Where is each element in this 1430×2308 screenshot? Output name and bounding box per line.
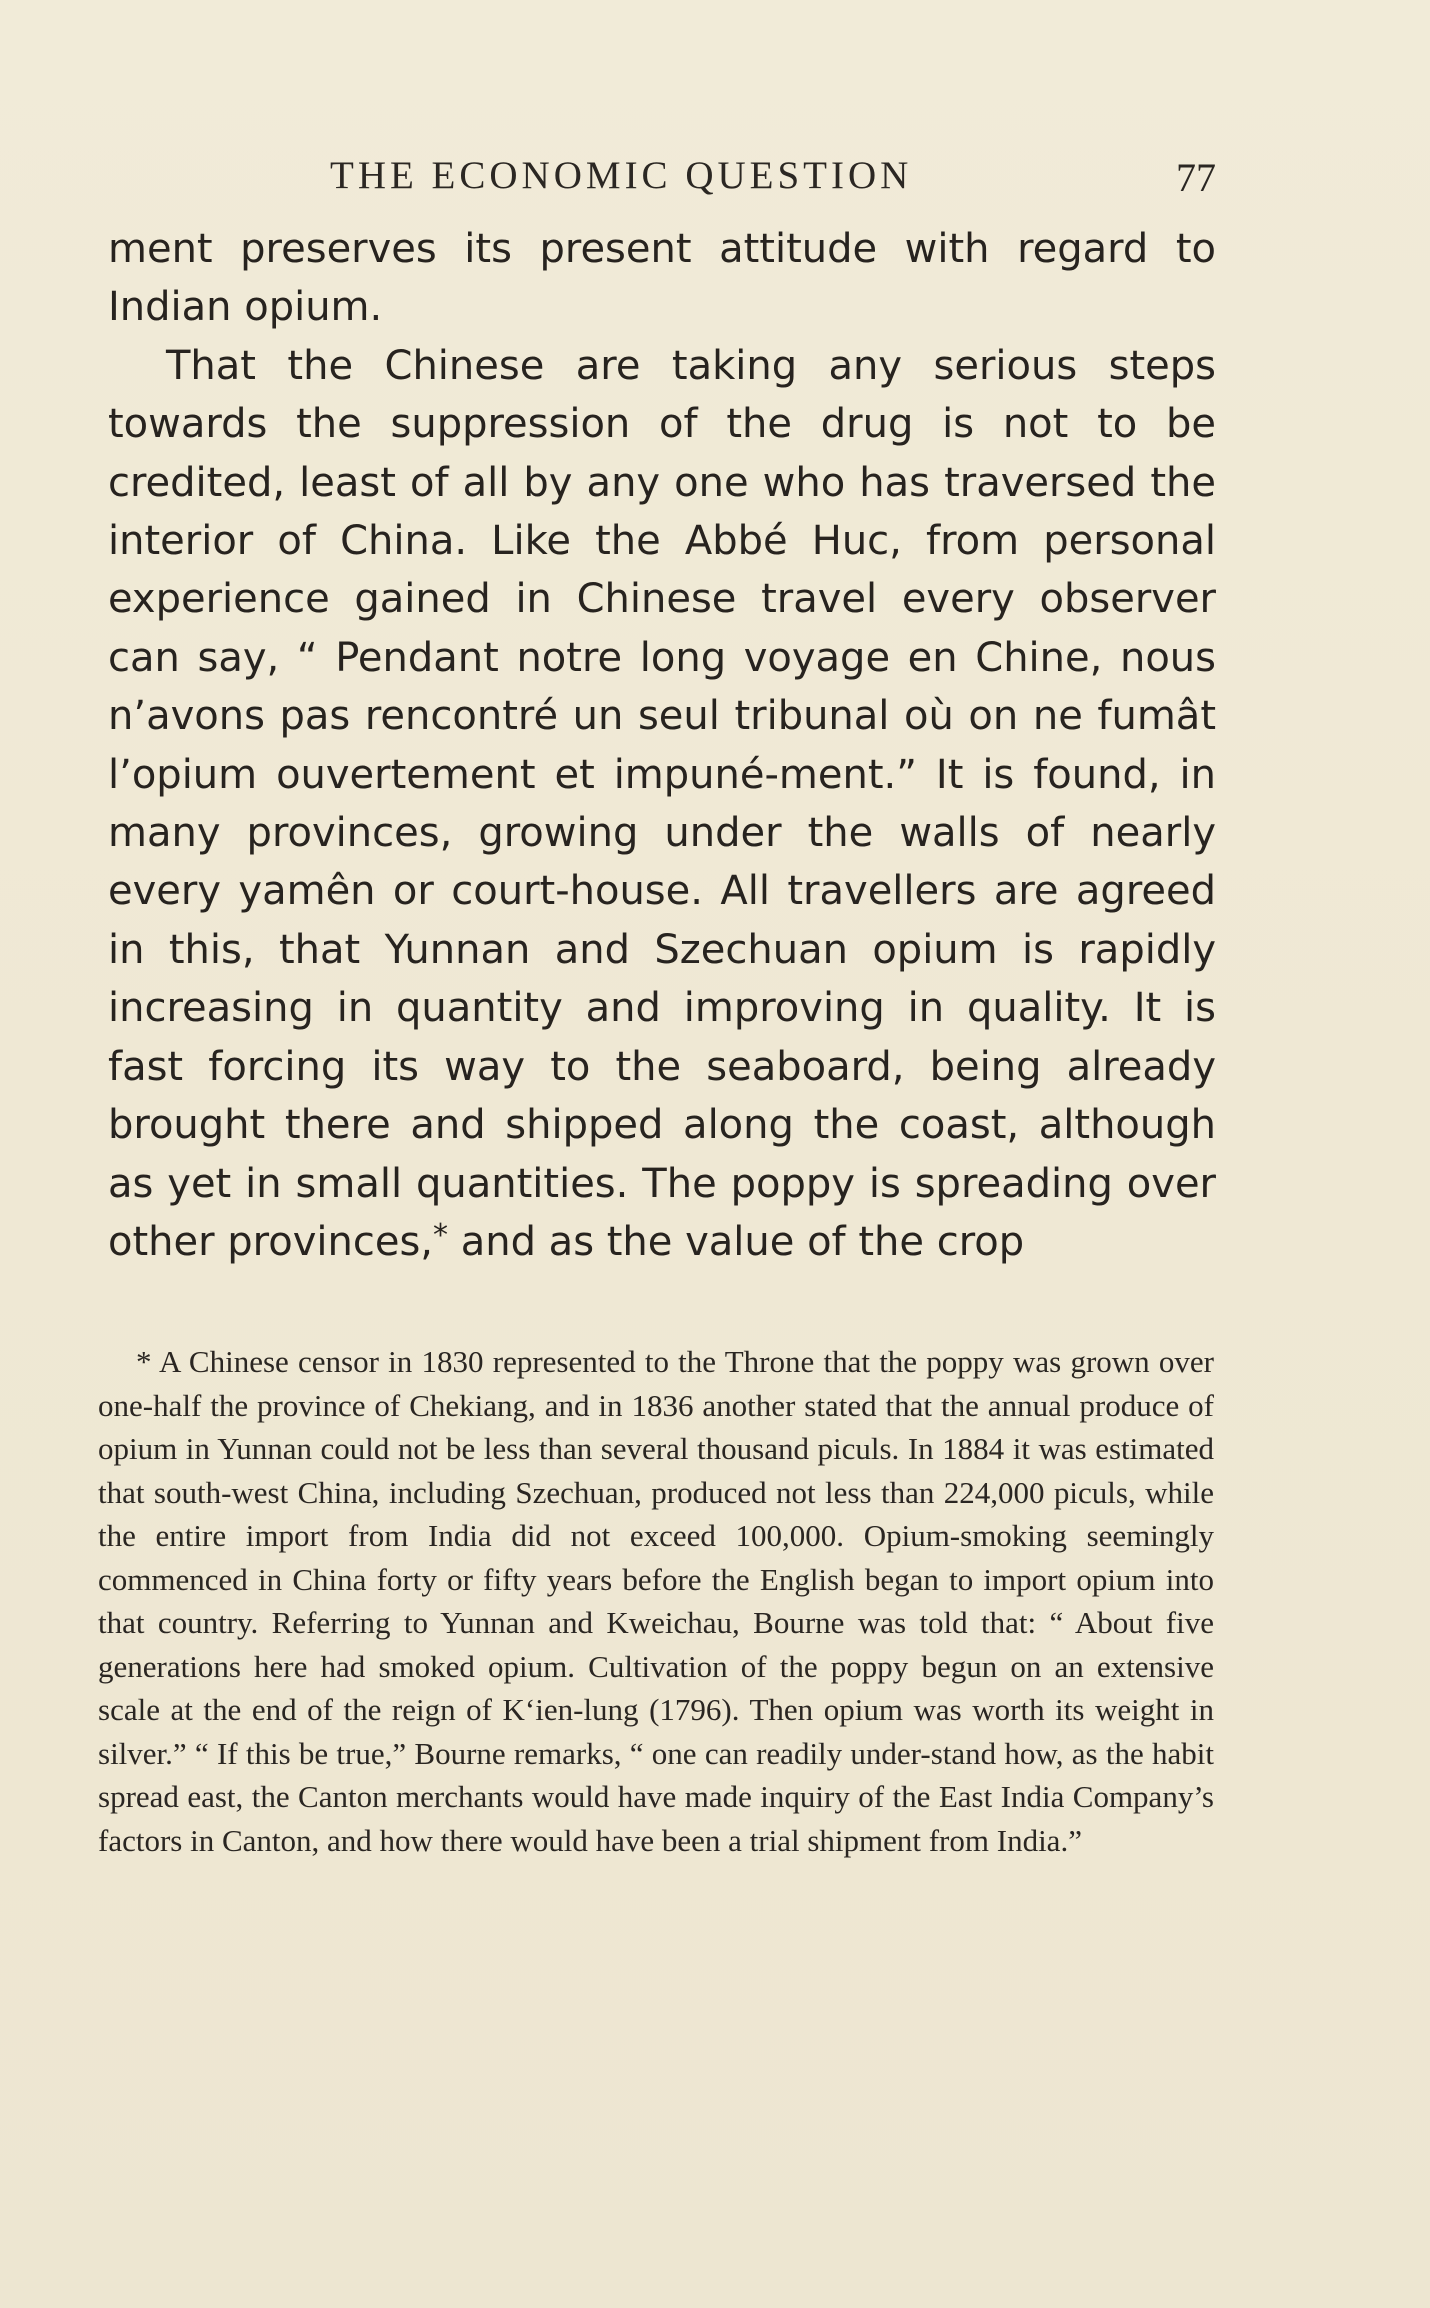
footnote — [98, 1340, 1214, 1862]
main-text — [108, 220, 1216, 1271]
paragraph — [108, 337, 1216, 1272]
paragraph-text-end: and as the value of the crop — [448, 1218, 1025, 1265]
page-header — [108, 148, 1216, 204]
running-head: THE ECONOMIC QUESTION — [330, 154, 913, 197]
footnote-reference: * — [433, 1217, 448, 1253]
page-number: 77 — [1176, 155, 1216, 200]
paragraph-text: That the Chinese are taking any serious steps towards the suppression of the drug is not to be credited, least of all by any one who has traversed the interior of China. Like the Abbé Huc, from personal experience gained in Chinese travel every observer can say, “ Pendant notre long voyage en Chine, nous n’avons pas rencontré un seul tribunal où on ne fumât l’opium ouvertement et impuné-ment.” It is found, in many provinces, growing under the walls of nearly every yamên or court-house. All travellers are agreed in this, that Yunnan and Szechuan opium is rapidly increasing in quantity and improving in quality. It is fast forcing its way to the seaboard, being already brought there and shipped along the coast, although as yet in small quantities. The poppy is spreading over other provinces, — [108, 342, 1216, 1265]
paragraph-continued: ment preserves its present attitude with regard to Indian opium. — [108, 226, 1216, 331]
footnote-marker: * — [136, 1344, 152, 1379]
footnote-text: A Chinese censor in 1830 represented to the Throne that the poppy was grown over one-half the province of Chekiang, and in 1836 another stated that the annual produce of opium in Yunnan could not be less than several thousand piculs. In 1884 it was estimated that south-west China, including Szechuan, produced not less than 224,000 piculs, while the entire import from India did not exceed 100,000. Opium-smoking seemingly commenced in China forty or fifty years before the English began to import opium into that country. Referring to Yunnan and Kweichau, Bourne was told that: “ About five generations here had smoked opium. Cultivation of the poppy begun on an extensive scale at the end of the reign of K‘ien-lung (1796). Then opium was worth its weight in silver.” “ If this be true,” Bourne remarks, “ one can readily under-stand how, as the habit spread east, the Canton merchants would have made inquiry of the East India Company’s factors in Canton, and how there would have been a trial shipment from India.” — [98, 1344, 1214, 1858]
